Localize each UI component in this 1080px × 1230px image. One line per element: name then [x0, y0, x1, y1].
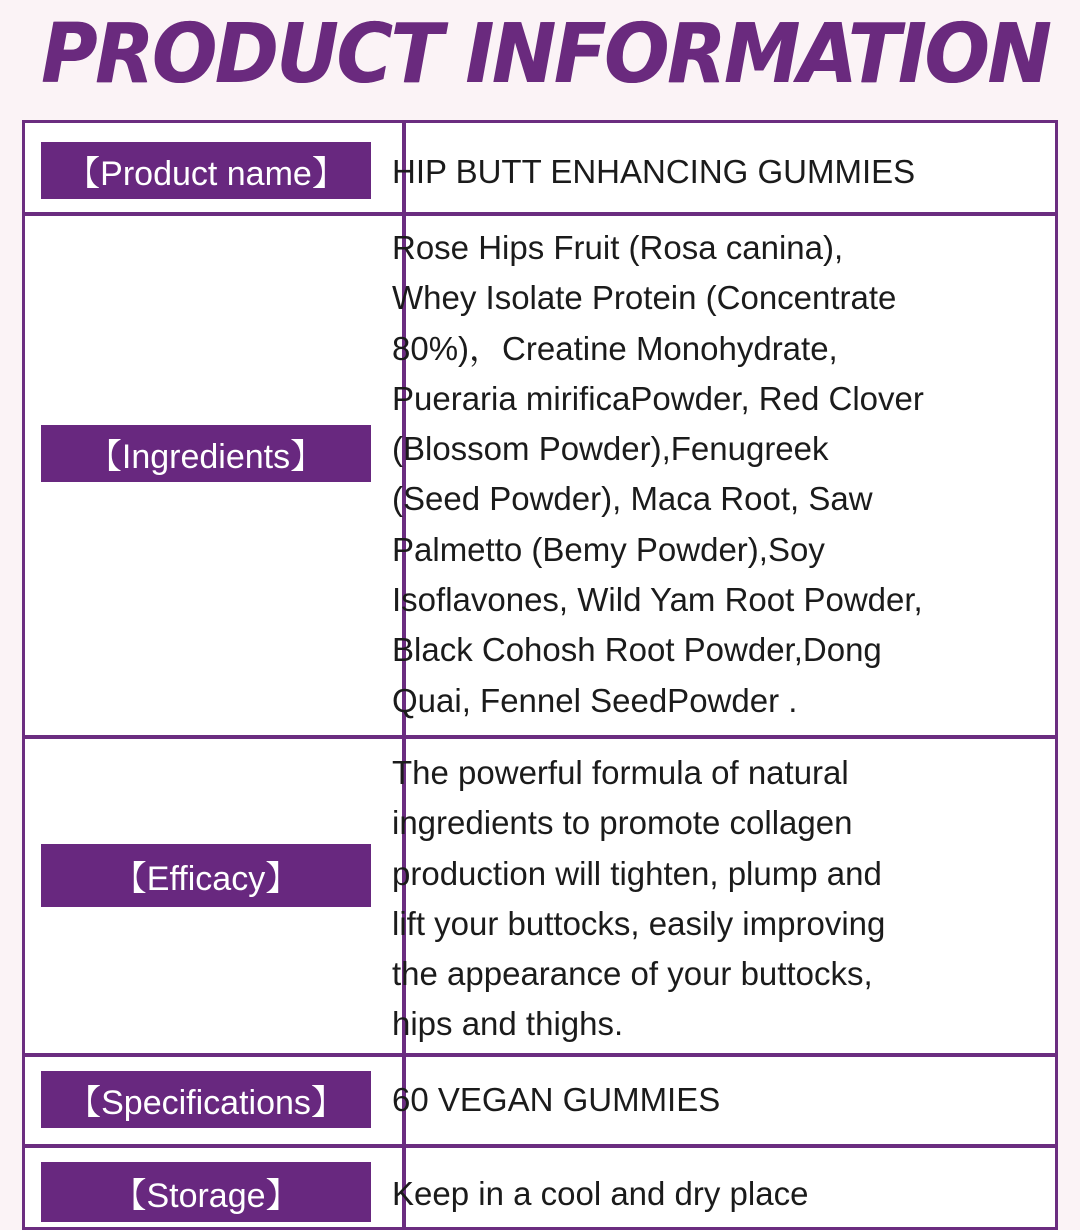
- row-divider: [25, 1053, 1055, 1057]
- label-product-name: 【Product name】: [41, 142, 371, 199]
- ingredients-line: Quai, Fennel SeedPowder .: [392, 681, 798, 719]
- label-efficacy: 【Efficacy】: [41, 844, 371, 907]
- value-efficacy: [392, 748, 885, 1050]
- efficacy-line: hips and thighs.: [392, 1005, 624, 1043]
- ingredients-line: Palmetto (Bemy Powder),Soy: [392, 530, 825, 568]
- ingredients-line: (Blossom Powder),Fenugreek: [392, 430, 829, 468]
- value-ingredients: [392, 223, 924, 726]
- product-info-table: [22, 120, 1058, 1230]
- ingredients-line: Rose Hips Fruit (Rosa canina),: [392, 229, 844, 266]
- ingredients-line: Pueraria mirificaPowder, Red Clover: [392, 379, 924, 417]
- header: [0, 0, 1080, 110]
- efficacy-line: production will tighten, plump and: [392, 854, 882, 892]
- page-title: PRODUCT INFORMATION: [40, 7, 1050, 102]
- label-ingredients: 【Ingredients】: [41, 425, 371, 482]
- row-divider: [25, 212, 1055, 216]
- ingredients-line: Black Cohosh Root Powder,Dong: [392, 631, 882, 669]
- ingredients-line: Whey Isolate Protein (Concentrate: [392, 279, 897, 317]
- ingredients-line: Isoflavones, Wild Yam Root Powder,: [392, 581, 923, 619]
- value-storage: Keep in a cool and dry place: [392, 1175, 809, 1212]
- efficacy-line: lift your buttocks, easily improving: [392, 904, 886, 942]
- ingredients-line: 80%)，Creatine Monohydrate,: [392, 329, 838, 367]
- ingredients-line: (Seed Powder), Maca Root, Saw: [392, 480, 873, 518]
- label-specifications: 【Specifications】: [41, 1071, 371, 1128]
- row-divider: [25, 735, 1055, 739]
- efficacy-line: The powerful formula of natural: [392, 754, 849, 791]
- value-product-name: HIP BUTT ENHANCING GUMMIES: [392, 153, 916, 190]
- value-specifications: 60 VEGAN GUMMIES: [392, 1081, 721, 1118]
- label-storage: 【Storage】: [41, 1162, 371, 1222]
- row-divider: [25, 1144, 1055, 1148]
- efficacy-line: ingredients to promote collagen: [392, 804, 853, 842]
- efficacy-line: the appearance of your buttocks,: [392, 955, 873, 993]
